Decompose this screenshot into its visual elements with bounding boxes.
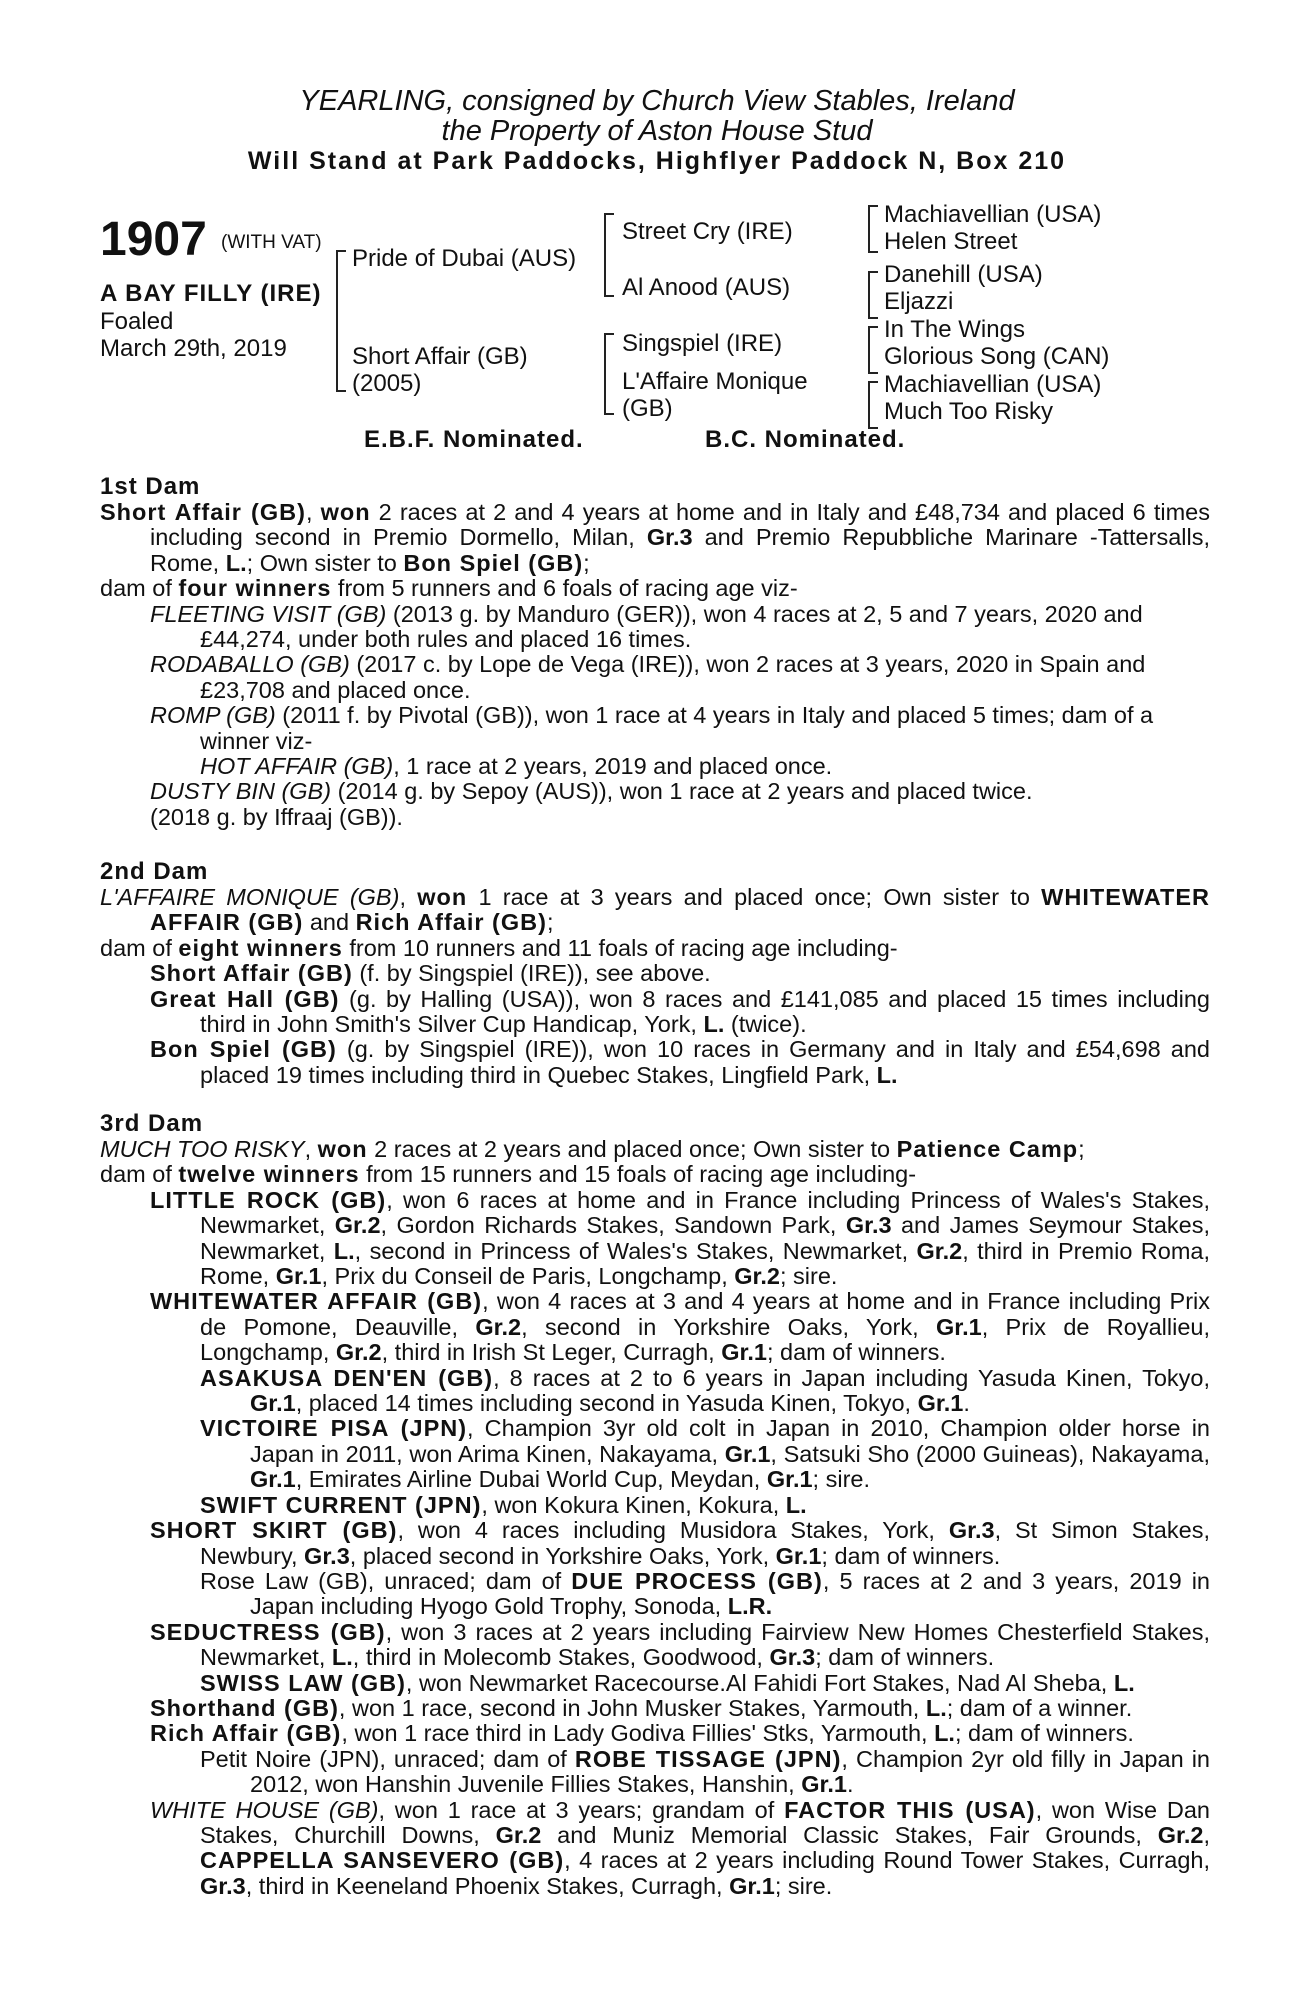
lot-number: 1907 <box>100 213 207 266</box>
first-dam-produce-summary: dam of four winners from 5 runners and 6 foals of racing age viz- <box>100 575 798 602</box>
produce-fleeting-visit: FLEETING VISIT (GB) (2013 g. by Manduro (GER)), won 4 races at 2, 5 and 7 years, 2020 and £44,274, under both rules and placed 16 times. <box>150 600 1143 653</box>
first-dam-record: Short Affair (GB), won 2 races at 2 and 4 years at home and in Italy and £48,734 and placed 6 times including second in Premio Dormello, Milan, Gr.3 and Premio Repubbliche Marinare -Tattersalls, Rome, L.; Own sister to Bon Spiel (GB); <box>100 499 1210 576</box>
produce-whitewater-affair: WHITEWATER AFFAIR (GB), won 4 races at 3 and 4 years at home and in France including Prix de Pomone, Deauville, Gr.2, second in Yorkshire Oaks, York, Gr.1, Prix de Royallieu, Longchamp, Gr.2, third in Irish St Leger, Curragh, Gr.1; dam of winners. <box>150 1288 1211 1366</box>
sale-header-line1: YEARLING, consigned by Church View Stables, Ireland <box>299 85 1015 117</box>
sale-header-line2: the Property of Aston House Stud <box>441 115 873 147</box>
granddam-1: Helen Street <box>884 228 1018 255</box>
sire-name: Pride of Dubai (AUS) <box>352 245 577 272</box>
second-dam-section <box>100 859 1210 1088</box>
produce-romp: ROMP (GB) (2011 f. by Pivotal (GB)), won 1 race at 4 years in Italy and placed 5 times; dam of a winner viz- <box>150 702 1154 754</box>
produce-2018: (2018 g. by Iffraaj (GB)). <box>150 803 403 830</box>
produce-asakusa-den-en: ASAKUSA DEN'EN (GB), 8 races at 2 to 6 years in Japan including Yasuda Kinen, Tokyo, Gr.1, placed 14 times including second in Yasuda Kinen, Tokyo, Gr.1. <box>200 1364 1210 1417</box>
produce-rose-law: Rose Law (GB), unraced; dam of DUE PROCESS (GB), 5 races at 2 and 3 years, 2019 in Japan including Hyogo Gold Trophy, Sonoda, L.R. <box>200 1567 1211 1620</box>
brace-g2 <box>868 271 878 319</box>
produce-white-house: WHITE HOUSE (GB), won 1 race at 3 years; grandam of FACTOR THIS (USA), won Wise Dan Stakes, Churchill Downs, Gr.2 and Muniz Memorial Classic Stakes, Fair Grounds, Gr.2, CAPPELLA SANSEVERO (GB), 4 races at 2 years including Round Tower Stakes, Curragh, Gr.3, third in Keeneland Phoenix Stakes, Curragh, Gr.1; sire. <box>150 1796 1210 1899</box>
pedigree-brace-main <box>336 250 346 392</box>
dam-dam-country: (GB) <box>622 395 673 422</box>
produce-seductress: SEDUCTRESS (GB), won 3 races at 2 years including Fairview New Homes Chesterfield Stakes, Newmarket, L., third in Molecomb Stakes, Goodwood, Gr.3; dam of winners. <box>150 1618 1210 1671</box>
lot-title: A BAY FILLY (IRE) <box>100 280 322 307</box>
produce-hot-affair: HOT AFFAIR (GB), 1 race at 2 years, 2019 and placed once. <box>200 753 833 780</box>
produce-shorthand: Shorthand (GB), won 1 race, second in John Musker Stakes, Yarmouth, L.; dam of a winner. <box>150 1694 1133 1721</box>
third-dam-record: MUCH TOO RISKY, won 2 races at 2 years and placed once; Own sister to Patience Camp; <box>100 1136 1085 1162</box>
vat-note: (WITH VAT) <box>221 232 322 253</box>
brace-g1 <box>868 205 878 253</box>
produce-great-hall: Great Hall (GB) (g. by Halling (USA)), won 8 races and £141,085 and placed 15 times including third in John Smith's Silver Cup Handicap, York, L. (twice). <box>150 985 1210 1038</box>
produce-rodaballo: RODABALLO (GB) (2017 c. by Lope de Vega (IRE)), won 2 races at 3 years, 2020 in Spain and £23,708 and placed once. <box>150 651 1146 703</box>
second-dam-record: L'AFFAIRE MONIQUE (GB), won 1 race at 3 years and placed once; Own sister to WHITEWATER AFFAIR (GB) and Rich Affair (GB); <box>100 884 1210 936</box>
bc-nominated: B.C. Nominated. <box>705 426 906 453</box>
dam-sire: Singspiel (IRE) <box>622 330 783 357</box>
third-dam-section <box>100 1111 1210 1899</box>
produce-short-affair: Short Affair (GB) (f. by Singspiel (IRE)), see above. <box>150 960 711 987</box>
granddam-4: Much Too Risky <box>884 398 1053 425</box>
ebf-nominated: E.B.F. Nominated. <box>364 426 584 453</box>
granddam-3: Glorious Song (CAN) <box>884 343 1110 370</box>
produce-swift-current: SWIFT CURRENT (JPN), won Kokura Kinen, Kokura, L. <box>200 1491 807 1518</box>
dam-dam: L'Affaire Monique <box>622 368 808 395</box>
brace-g4 <box>868 381 878 429</box>
sire-brace <box>604 213 614 297</box>
granddam-2: Eljazzi <box>884 288 954 315</box>
produce-petit-noire: Petit Noire (JPN), unraced; dam of ROBE TISSAGE (JPN), Champion 2yr old filly in Japan in 2012, won Hanshin Juvenile Fillies Stakes, Hanshin, Gr.1. <box>200 1745 1210 1798</box>
produce-rich-affair: Rich Affair (GB), won 1 race third in Lady Godiva Fillies' Stks, Yarmouth, L.; dam of winners. <box>150 1720 1134 1747</box>
produce-bon-spiel: Bon Spiel (GB) (g. by Singspiel (IRE)), won 10 races in Germany and in Italy and £54,698 and placed 19 times including third in Quebec Stakes, Lingfield Park, L. <box>150 1036 1210 1088</box>
grandsire-1: Machiavellian (USA) <box>884 201 1102 228</box>
foaled-date: March 29th, 2019 <box>100 335 287 362</box>
first-dam-section <box>100 474 1210 830</box>
dam-year: (2005) <box>352 370 422 397</box>
produce-swiss-law: SWISS LAW (GB), won Newmarket Racecourse.Al Fahidi Fort Stakes, Nad Al Sheba, L. <box>200 1669 1135 1696</box>
second-dam-heading: 2nd Dam <box>100 858 209 885</box>
third-dam-heading: 3rd Dam <box>100 1110 204 1137</box>
grandsire-3: In The Wings <box>884 316 1025 343</box>
sire-sire: Street Cry (IRE) <box>622 218 793 245</box>
first-dam-heading: 1st Dam <box>100 473 201 500</box>
dam-brace <box>604 333 614 415</box>
grandsire-4: Machiavellian (USA) <box>884 371 1102 398</box>
dam-name: Short Affair (GB) <box>352 343 528 370</box>
produce-dusty-bin: DUSTY BIN (GB) (2014 g. by Sepoy (AUS)), won 1 race at 2 years and placed twice. <box>150 778 1033 805</box>
produce-victoire-pisa: VICTOIRE PISA (JPN), Champion 3yr old colt in Japan in 2010, Champion older horse in Japan in 2011, won Arima Kinen, Nakayama, Gr.1, Satsuki Sho (2000 Guineas), Nakayama, Gr.1, Emirates Airline Dubai World Cup, Meydan, Gr.1; sire. <box>200 1415 1210 1493</box>
brace-g3 <box>868 326 878 374</box>
foaled-label: Foaled <box>100 308 174 335</box>
produce-little-rock: LITTLE ROCK (GB), won 6 races at home and in France including Princess of Wales's Stakes, Newmarket, Gr.2, Gordon Richards Stakes, Sandown Park, Gr.3 and James Seymour Stakes, Newmarket, L., second in Princess of Wales's Stakes, Newmarket, Gr.2, third in Premio Roma, Rome, Gr.1, Prix du Conseil de Paris, Longchamp, Gr.2; sire. <box>150 1186 1211 1290</box>
stand-location: Will Stand at Park Paddocks, Highflyer Paddock N, Box 210 <box>247 147 1067 175</box>
produce-short-skirt: SHORT SKIRT (GB), won 4 races including Musidora Stakes, York, Gr.3, St Simon Stakes, Newbury, Gr.3, placed second in Yorkshire Oaks, York, Gr.1; dam of winners. <box>150 1517 1210 1569</box>
second-dam-produce-summary: dam of eight winners from 10 runners and 11 foals of racing age including- <box>100 934 898 961</box>
sire-dam: Al Anood (AUS) <box>622 274 791 301</box>
grandsire-2: Danehill (USA) <box>884 261 1043 288</box>
third-dam-produce-summary: dam of twelve winners from 15 runners and 15 foals of racing age including- <box>100 1161 917 1188</box>
